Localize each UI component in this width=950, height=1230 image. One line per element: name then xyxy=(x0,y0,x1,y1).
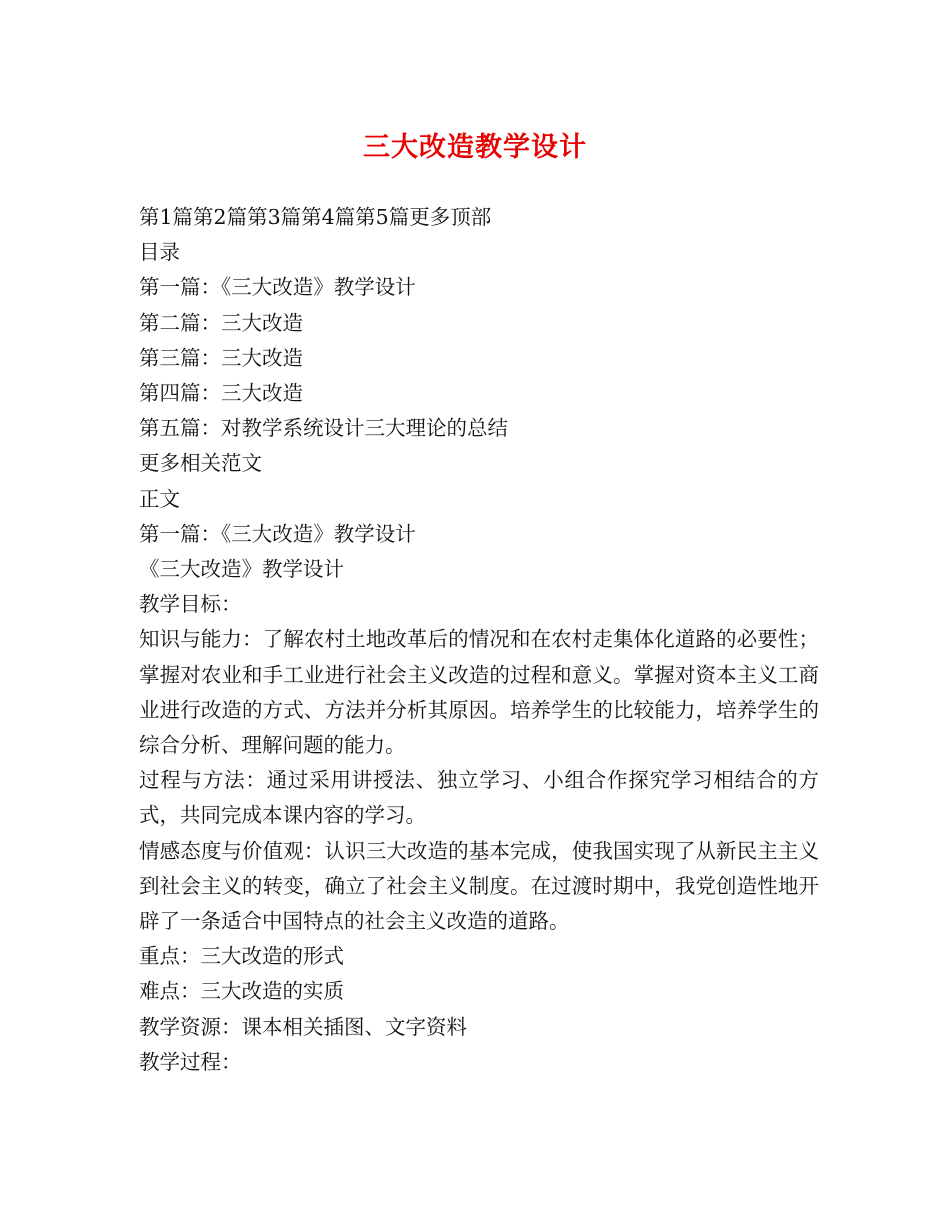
toc-item-4: 第四篇：三大改造 xyxy=(139,381,303,406)
emotion-values-paragraph: 情感态度与价值观：认识三大改造的基本完成，使我国实现了从新民主主义到社会主义的转变，确立了社会主义制度。在过渡时期中，我党创造性地开辟了一条适合中国特点的社会主义改造的道路。 xyxy=(139,838,819,934)
key-point: 重点：三大改造的形式 xyxy=(139,944,344,969)
lesson-title: 《三大改造》教学设计 xyxy=(139,557,344,582)
teaching-resources: 教学资源：课本相关插图、文字资料 xyxy=(139,1014,467,1039)
document-body xyxy=(139,200,819,1080)
document-title: 三大改造教学设计 xyxy=(363,132,587,163)
more-related-link: 更多相关范文 xyxy=(139,451,262,476)
objectives-label: 教学目标： xyxy=(139,592,242,617)
toc-item-2: 第二篇：三大改造 xyxy=(139,310,303,335)
toc-item-5: 第五篇：对教学系统设计三大理论的总结 xyxy=(139,416,508,441)
knowledge-ability-paragraph: 知识与能力：了解农村土地改革后的情况和在农村走集体化道路的必要性；掌握对农业和手工业进行社会主义改造的过程和意义。掌握对资本主义工商业进行改造的方式、方法并分析其原因。培养学生的比较能力，培养学生的综合分析、理解问题的能力。 xyxy=(139,627,819,758)
process-label: 教学过程： xyxy=(139,1049,242,1074)
body-heading: 正文 xyxy=(139,486,180,511)
difficult-point: 难点：三大改造的实质 xyxy=(139,979,344,1004)
toc-item-1: 第一篇：《三大改造》教学设计 xyxy=(139,275,416,300)
toc-item-3: 第三篇：三大改造 xyxy=(139,345,303,370)
chapter-nav-line: 第1篇第2篇第3篇第4篇第5篇更多顶部 xyxy=(139,205,492,229)
toc-heading: 目录 xyxy=(139,240,180,265)
chapter-heading: 第一篇：《三大改造》教学设计 xyxy=(139,521,416,546)
process-method-paragraph: 过程与方法：通过采用讲授法、独立学习、小组合作探究学习相结合的方式，共同完成本课内容的学习。 xyxy=(139,768,819,828)
